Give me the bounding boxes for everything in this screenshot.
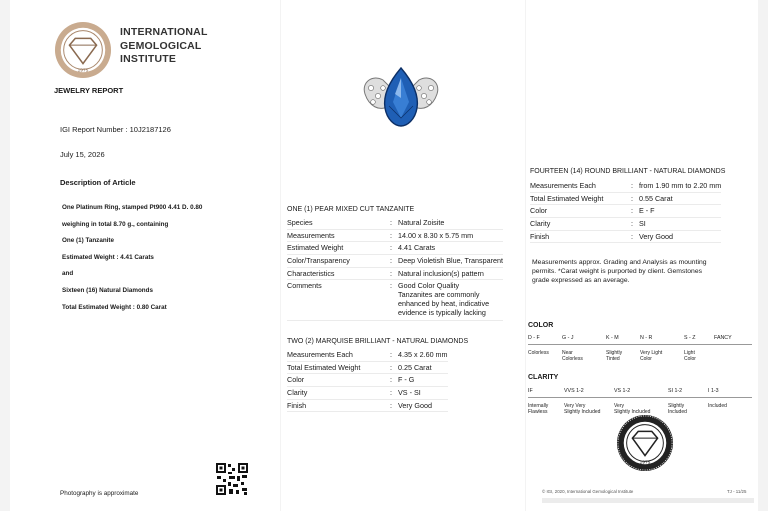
report-type: JEWELRY REPORT [54,86,124,95]
article-line: Estimated Weight : 4.41 Carats [62,253,154,261]
detail-label: Total Estimated Weight [530,193,604,203]
detail-label: Estimated Weight [287,243,344,253]
article-line: Total Estimated Weight : 0.80 Carat [62,303,167,311]
round-heading: FOURTEEN (14) ROUND BRILLIANT - NATURAL DIAMONDS [530,168,726,175]
form-code: TJ - 11/25 [727,489,747,494]
clarity-grade: VVS 1-2 [564,388,584,394]
detail-label: Clarity [530,219,551,229]
detail-value: 4.35 x 2.60 mm [398,350,448,359]
report-date: July 15, 2026 [60,150,105,159]
certification-seal [616,414,674,472]
detail-row: Characteristics : Natural inclusion(s) pattern [287,268,503,281]
note-line: grade expressed as an average. [532,277,630,285]
clarity-grade: IF [528,388,533,394]
svg-text:1975: 1975 [77,68,89,74]
detail-value: 0.25 Carat [398,362,432,372]
detail-value: 14.00 x 8.30 x 5.75 mm [398,230,474,240]
detail-label: Measurements Each [530,181,596,190]
report-number: IGI Report Number : 10J2187126 [60,125,171,134]
detail-value: 4.41 Carats [398,243,436,253]
comment-line: evidence is typically lacking [398,307,486,317]
color-desc: Colorless [528,350,549,356]
detail-value: Deep Violetish Blue, Transparent [398,256,503,266]
article-line: One Platinum Ring, stamped Pt900 4.41 D. 0.80 [62,204,203,211]
report-panel-right [526,0,758,511]
clarity-grade: VS 1-2 [614,388,631,394]
detail-row: Measurements Each : from 1.90 mm to 2.20 mm [530,180,721,193]
detail-row: Total Estimated Weight : 0.25 Carat [287,362,448,375]
detail-row: Measurements Each : 4.35 x 2.60 mm [287,349,448,362]
detail-value: VS - SI [398,388,421,398]
comment-line: Tanzanites are commonly [398,290,480,300]
detail-value: F - G [398,375,415,385]
color-desc: Near Colorless [562,350,583,362]
detail-row: Finish : Very Good [287,400,448,413]
clarity-scale-title: CLARITY [528,374,559,381]
detail-label: Species [287,218,313,227]
color-grade: N - R [640,335,653,341]
org-name-line: INSTITUTE [120,53,177,65]
comment-line: enhanced by heat, indicative [398,299,490,309]
detail-value [398,282,489,317]
report-panel-middle [281,0,525,511]
note-line: Measurements approx. Grading and Analysis as mounting [532,259,707,266]
detail-label: Measurements [287,230,335,240]
color-scale-title: COLOR [528,322,554,329]
detail-value: E - F [639,206,655,216]
note-line: permits. *Carat weight is purported by client. Gemstones [532,268,702,276]
article-line: weighing in total 8.70 g., containing [62,220,169,228]
detail-label: Clarity [287,388,308,398]
detail-label: Total Estimated Weight [287,362,361,372]
detail-label: Color/Transparency [287,256,350,266]
detail-value: Very Good [639,231,673,241]
detail-label: Color [287,375,305,385]
clarity-desc: Slightly Included [668,403,687,415]
tanzanite-heading: ONE (1) PEAR MIXED CUT TANZANITE [287,206,415,213]
svg-text:1975: 1975 [639,460,651,466]
detail-label: Characteristics [287,268,335,278]
detail-value: Natural inclusion(s) pattern [398,268,484,278]
color-desc: Very Light Color [640,350,663,362]
ring-photo [359,66,443,128]
photo-note: Photography is approximate [60,490,139,497]
detail-label: Finish [530,231,550,241]
detail-row: Clarity : SI [530,218,721,231]
copyright: © IGI, 2020, International Gemological Institute [542,489,634,494]
detail-row: Estimated Weight : 4.41 Carats [287,242,503,255]
article-line: Sixteen (16) Natural Diamonds [62,286,153,294]
detail-row: Comments : Good Color Quality Tanzanites are commonly enhanced by heat, indicative evidence is typically lacking [287,280,503,320]
color-grade: D - F [528,335,540,341]
detail-label: Comments [287,281,322,291]
clarity-desc: Very Slightly Included [614,403,651,415]
detail-row: Species : Natural Zoisite [287,217,503,230]
clarity-grade: I 1-3 [708,388,719,394]
detail-value: Very Good [398,400,432,410]
comment-line: Good Color Quality [398,281,460,291]
clarity-grade: SI 1-2 [668,388,683,394]
detail-row: Color : E - F [530,205,721,218]
detail-row: Finish : Very Good [530,231,721,244]
round-details [530,180,721,243]
igi-seal-logo [54,21,112,79]
detail-value: SI [639,219,646,229]
clarity-desc: Internally Flawless [528,403,549,415]
report-panel-left [10,0,280,511]
org-name-line: GEMOLOGICAL [120,39,202,52]
detail-row: Color : F - G [287,374,448,387]
org-name [120,26,208,67]
color-desc: Light Color [684,350,696,362]
color-grade: S - Z [684,335,696,341]
detail-row: Total Estimated Weight : 0.55 Carat [530,193,721,206]
article-description [62,200,202,316]
clarity-desc: Included [708,403,727,409]
detail-value: Natural Zoisite [398,218,445,227]
detail-row: Measurements : 14.00 x 8.30 x 5.75 mm [287,230,503,243]
org-name-line: INTERNATIONAL [120,26,208,38]
color-scale [528,335,752,374]
marquise-heading: TWO (2) MARQUISE BRILLIANT - NATURAL DIAMONDS [287,338,469,345]
detail-value: from 1.90 mm to 2.20 mm [639,181,722,190]
article-line: One (1) Tanzanite [62,237,115,245]
color-grade: G - J [562,335,574,341]
article-line: and [62,270,74,278]
grading-note [532,258,754,286]
detail-value: 0.55 Carat [639,193,673,203]
color-desc: Slightly Tinted [606,350,623,362]
security-strip [542,498,754,503]
marquise-details [287,349,448,412]
detail-label: Color [530,206,548,216]
detail-label: Finish [287,400,307,410]
color-grade: K - M [606,335,619,341]
clarity-desc: Very Very Slightly Included [564,403,601,415]
qr-code[interactable] [215,462,249,496]
color-grade: FANCY [714,335,732,341]
detail-row: Clarity : VS - SI [287,387,448,400]
detail-row: Color/Transparency : Deep Violetish Blue, Transparent [287,255,503,268]
description-heading: Description of Article [60,178,136,187]
tanzanite-details [287,217,503,321]
detail-label: Measurements Each [287,350,353,359]
